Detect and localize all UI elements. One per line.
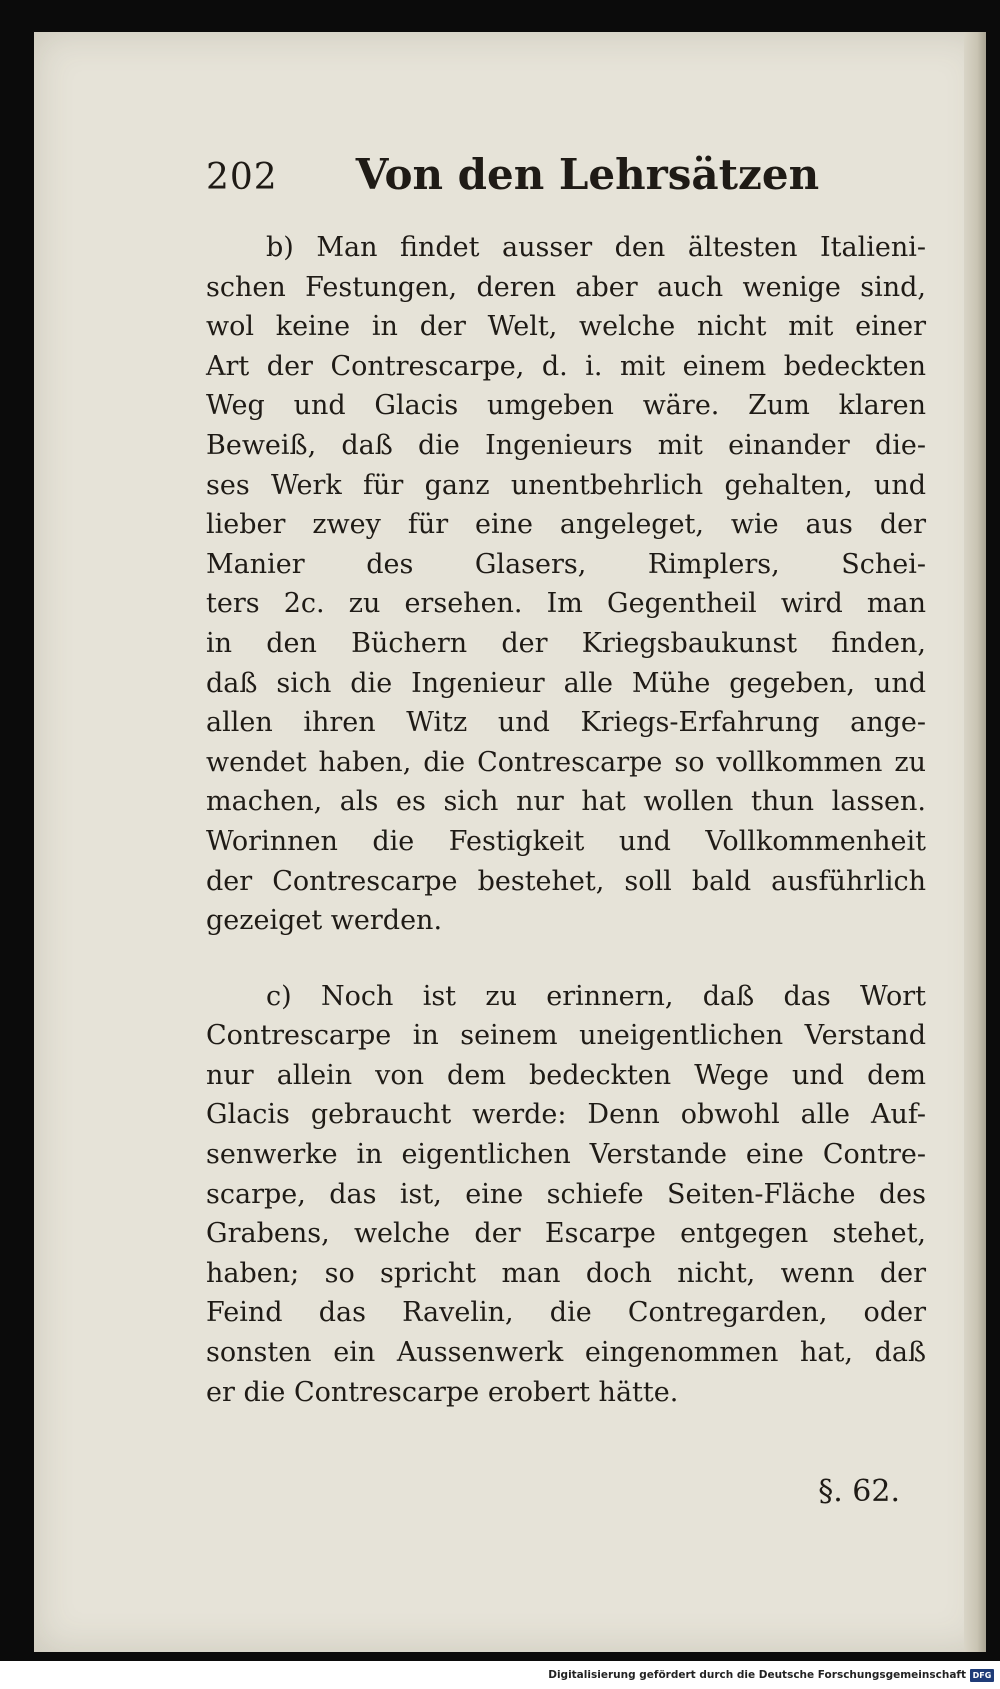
text-line: lieber zwey für eine angeleget, wie aus der (206, 509, 926, 541)
running-head (206, 150, 926, 199)
text-line: Worinnen die Festigkeit und Vollkommenheit (206, 825, 926, 857)
text-line: nur allein von dem bedeckten Wege und dem (206, 1059, 926, 1091)
text-line: Contrescarpe in seinem uneigentlichen Verstand (206, 1020, 926, 1052)
page-number: 202 (206, 157, 278, 198)
text-line: schen Festungen, deren aber auch wenige sind, (206, 271, 926, 303)
paragraph-gap (206, 941, 926, 977)
footer-bar (0, 1661, 1000, 1689)
text-line: Weg und Glacis umgeben wäre. Zum klaren (206, 390, 926, 422)
text-line: haben; so spricht man doch nicht, wenn der (206, 1257, 926, 1289)
text-line: gezeiget werden. (206, 905, 443, 937)
text-line: machen, als es sich nur hat wollen thun lassen. (206, 786, 926, 818)
body-text (206, 228, 926, 1412)
paragraph-c (206, 977, 926, 1413)
text-line: der Contrescarpe bestehet, soll bald ausführlich (206, 865, 926, 897)
text-line: wendet haben, die Contrescarpe so vollkommen zu (206, 746, 926, 778)
page-edge (964, 32, 986, 1652)
paragraph-text (206, 228, 926, 941)
running-title: Von den Lehrsätzen (355, 150, 820, 199)
text-line: Feind das Ravelin, die Contregarden, oder (206, 1297, 926, 1329)
paragraph-b (206, 228, 926, 941)
text-line: wol keine in der Welt, welche nicht mit einer (206, 311, 926, 343)
text-line: er die Contrescarpe erobert hätte. (206, 1376, 679, 1408)
text-line: b) Man findet ausser den ältesten Italieni- (266, 232, 926, 263)
text-line: senwerke in eigentlichen Verstande eine Contre- (206, 1139, 926, 1171)
text-line: Manier des Glasers, Rimplers, Schei- (206, 548, 926, 580)
catchword: §. 62. (818, 1474, 900, 1509)
text-line: Glacis gebraucht werde: Denn obwohl alle Auf- (206, 1099, 926, 1131)
text-line: ses Werk für ganz unentbehrlich gehalten, und (206, 469, 926, 501)
text-line: sonsten ein Aussenwerk eingenommen hat, daß (206, 1337, 926, 1369)
footer-credit: Digitalisierung gefördert durch die Deutsche Forschungsgemeinschaft (548, 1669, 966, 1681)
text-line: Beweiß, daß die Ingenieurs mit einander die- (206, 429, 926, 461)
paragraph-text (206, 977, 926, 1413)
text-line: Grabens, welche der Escarpe entgegen stehet, (206, 1218, 926, 1250)
text-line: Art der Contrescarpe, d. i. mit einem bedeckten (206, 350, 926, 382)
text-line: scarpe, das ist, eine schiefe Seiten-Fläche des (206, 1178, 926, 1210)
text-line: ters 2c. zu ersehen. Im Gegentheil wird man (206, 588, 926, 620)
text-line: daß sich die Ingenieur alle Mühe gegeben, und (206, 667, 926, 699)
text-line: in den Büchern der Kriegsbaukunst finden, (206, 627, 926, 659)
text-line: c) Noch ist zu erinnern, daß das Wort (266, 980, 926, 1012)
text-line: allen ihren Witz und Kriegs-Erfahrung ange- (206, 707, 926, 739)
dfg-logo-icon: DFG (970, 1669, 994, 1682)
